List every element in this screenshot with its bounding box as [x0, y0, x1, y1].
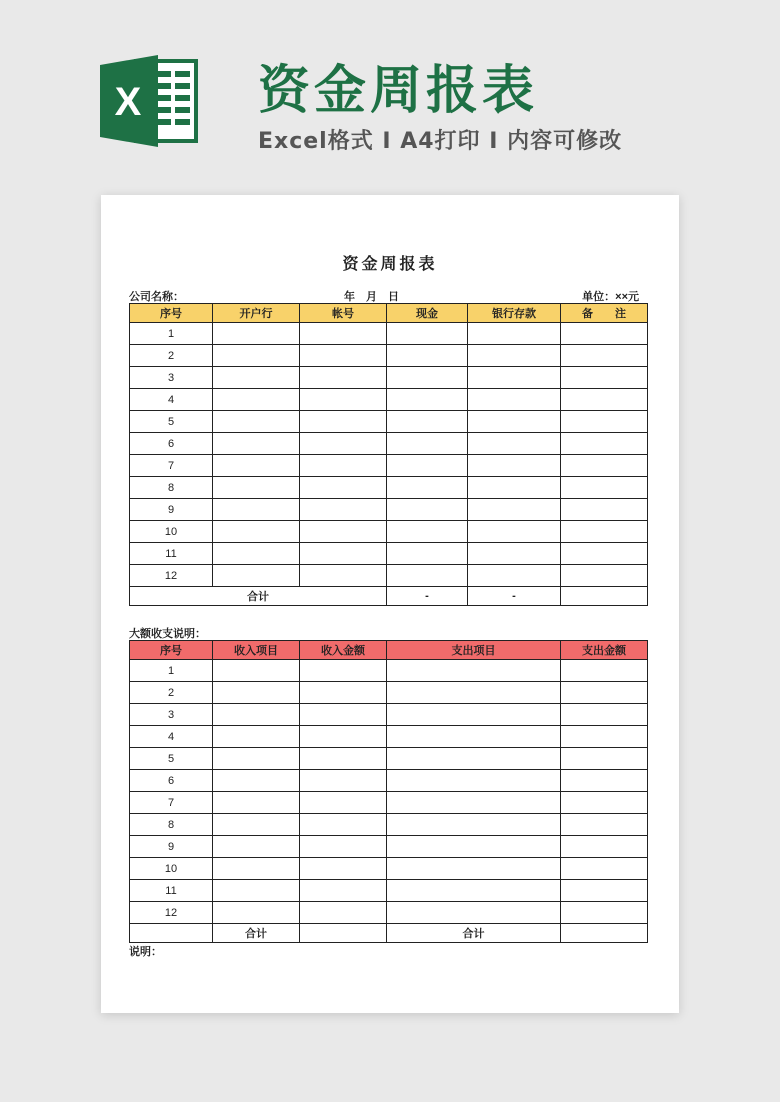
table-cell[interactable] [561, 704, 648, 726]
cash-total[interactable]: - [387, 587, 468, 606]
row-number: 7 [130, 792, 213, 814]
table-cell[interactable] [387, 858, 561, 880]
header-serial: 序号 [130, 304, 213, 323]
table-cell[interactable] [561, 565, 648, 587]
table-cell[interactable] [468, 565, 561, 587]
table-cell[interactable] [300, 792, 387, 814]
table-cell[interactable] [213, 433, 300, 455]
table-cell[interactable] [387, 682, 561, 704]
table-cell[interactable] [561, 660, 648, 682]
table-cell[interactable] [468, 367, 561, 389]
table-cell[interactable] [213, 521, 300, 543]
table-cell[interactable] [561, 323, 648, 345]
table-cell[interactable] [213, 814, 300, 836]
table-row [130, 521, 648, 543]
table-cell[interactable] [468, 499, 561, 521]
table-cell[interactable] [213, 660, 300, 682]
table-cell[interactable] [561, 433, 648, 455]
table-cell[interactable] [300, 345, 387, 367]
row-number: 2 [130, 345, 213, 367]
transactions-table [129, 640, 648, 943]
row-number: 8 [130, 477, 213, 499]
row-number: 2 [130, 682, 213, 704]
table-cell[interactable] [387, 455, 468, 477]
table-cell[interactable] [561, 748, 648, 770]
table-cell[interactable] [468, 323, 561, 345]
row-number: 9 [130, 836, 213, 858]
header-remarks: 备 注 [561, 304, 648, 323]
row-number: 3 [130, 704, 213, 726]
row-number: 5 [130, 748, 213, 770]
spreadsheet-preview [101, 195, 679, 1013]
date-label: 年 月 日 [344, 291, 399, 303]
row-number: 12 [130, 565, 213, 587]
table-cell[interactable] [213, 411, 300, 433]
header-bank-deposit: 银行存款 [468, 304, 561, 323]
row-number: 1 [130, 323, 213, 345]
sheet-title: 资金周报表 [342, 256, 438, 273]
header-cash: 现金 [387, 304, 468, 323]
table-cell[interactable] [213, 367, 300, 389]
table-row [130, 345, 648, 367]
table-row [130, 433, 648, 455]
table-cell[interactable] [387, 770, 561, 792]
table-cell[interactable] [300, 499, 387, 521]
table-cell[interactable] [213, 565, 300, 587]
table-row [130, 543, 648, 565]
table-cell[interactable] [300, 880, 387, 902]
table-cell[interactable] [561, 770, 648, 792]
table-cell[interactable] [213, 323, 300, 345]
table-cell[interactable] [387, 345, 468, 367]
table-row [130, 682, 648, 704]
unit-label: 单位：××元 [582, 291, 639, 303]
transactions-table-body [130, 660, 648, 924]
table-cell[interactable] [300, 565, 387, 587]
table-row [130, 726, 648, 748]
table-cell[interactable] [561, 814, 648, 836]
table-cell[interactable] [561, 455, 648, 477]
fund-table-total-row [130, 587, 648, 606]
fund-table [129, 303, 648, 606]
table-cell[interactable] [300, 455, 387, 477]
table-cell[interactable] [468, 411, 561, 433]
expense-total-label: 合计 [387, 924, 561, 943]
table-cell[interactable] [387, 477, 468, 499]
table-cell[interactable] [561, 345, 648, 367]
row-number: 9 [130, 499, 213, 521]
table-cell[interactable] [387, 902, 561, 924]
table-cell[interactable] [213, 748, 300, 770]
table-cell[interactable] [300, 902, 387, 924]
table-cell[interactable] [468, 477, 561, 499]
table-cell[interactable] [387, 543, 468, 565]
remarks-total[interactable] [561, 587, 648, 606]
row-number: 1 [130, 660, 213, 682]
header-income-item: 收入项目 [213, 641, 300, 660]
excel-logo-icon [100, 55, 200, 147]
row-number: 8 [130, 814, 213, 836]
table-cell[interactable] [561, 880, 648, 902]
table-cell[interactable] [561, 682, 648, 704]
table-cell[interactable] [387, 389, 468, 411]
header-expense-item: 支出项目 [387, 641, 561, 660]
company-name-label: 公司名称： [129, 291, 184, 303]
transactions-total-row [130, 924, 648, 943]
table-cell[interactable] [387, 411, 468, 433]
row-number: 7 [130, 455, 213, 477]
table-cell[interactable] [561, 902, 648, 924]
row-number: 10 [130, 521, 213, 543]
table-cell[interactable] [468, 345, 561, 367]
table-cell[interactable] [561, 858, 648, 880]
table-cell[interactable] [300, 726, 387, 748]
table-cell[interactable] [300, 660, 387, 682]
row-number: 11 [130, 543, 213, 565]
table-cell[interactable] [300, 367, 387, 389]
table-row [130, 880, 648, 902]
table-row [130, 660, 648, 682]
table-cell[interactable] [213, 880, 300, 902]
table-cell[interactable] [387, 433, 468, 455]
table-cell[interactable] [387, 726, 561, 748]
header-income-amount: 收入金额 [300, 641, 387, 660]
row-number: 11 [130, 880, 213, 902]
row-number: 6 [130, 433, 213, 455]
header-serial: 序号 [130, 641, 213, 660]
table-row [130, 836, 648, 858]
row-number: 10 [130, 858, 213, 880]
table-cell[interactable] [387, 367, 468, 389]
table-cell[interactable] [213, 345, 300, 367]
note-label: 说明： [129, 946, 162, 958]
table-cell[interactable] [300, 323, 387, 345]
fund-table-header-row [130, 304, 648, 323]
table-cell[interactable] [300, 389, 387, 411]
table-cell[interactable] [561, 499, 648, 521]
table-cell[interactable] [300, 814, 387, 836]
table-cell[interactable] [213, 543, 300, 565]
table-cell[interactable] [300, 682, 387, 704]
table-cell[interactable] [213, 455, 300, 477]
table-row [130, 770, 648, 792]
table-row [130, 389, 648, 411]
table-cell[interactable] [213, 770, 300, 792]
table-cell[interactable] [561, 477, 648, 499]
table-cell[interactable] [300, 704, 387, 726]
table-cell[interactable] [387, 748, 561, 770]
table-cell[interactable] [468, 433, 561, 455]
header-expense-amount: 支出金额 [561, 641, 648, 660]
table-row [130, 748, 648, 770]
table-row [130, 792, 648, 814]
row-number: 4 [130, 389, 213, 411]
fund-table-body [130, 323, 648, 587]
large-transactions-label: 大额收支说明： [129, 628, 206, 640]
table-cell[interactable] [561, 521, 648, 543]
table-cell[interactable] [213, 682, 300, 704]
page-title: 资金周报表 [258, 61, 539, 121]
row-number: 5 [130, 411, 213, 433]
table-cell[interactable] [300, 770, 387, 792]
table-row [130, 565, 648, 587]
table-cell[interactable] [561, 543, 648, 565]
table-cell[interactable] [213, 858, 300, 880]
bank-total[interactable]: - [468, 587, 561, 606]
table-cell[interactable] [387, 565, 468, 587]
table-cell[interactable] [387, 323, 468, 345]
table-cell[interactable] [300, 836, 387, 858]
table-row [130, 902, 648, 924]
table-cell[interactable] [213, 902, 300, 924]
row-number: 3 [130, 367, 213, 389]
table-cell[interactable] [387, 792, 561, 814]
table-cell[interactable] [561, 726, 648, 748]
table-cell[interactable] [561, 792, 648, 814]
table-cell[interactable] [468, 389, 561, 411]
table-row [130, 367, 648, 389]
table-row [130, 858, 648, 880]
page-subtitle: Excel格式 I A4打印 I 内容可修改 [258, 129, 623, 154]
income-total-amount[interactable] [300, 924, 387, 943]
table-cell[interactable] [213, 792, 300, 814]
transactions-table-header-row [130, 641, 648, 660]
table-row [130, 499, 648, 521]
header-bank: 开户行 [213, 304, 300, 323]
table-cell[interactable] [300, 477, 387, 499]
table-cell[interactable] [561, 389, 648, 411]
table-cell[interactable] [387, 836, 561, 858]
table-cell[interactable] [468, 455, 561, 477]
table-cell[interactable] [213, 836, 300, 858]
table-row [130, 814, 648, 836]
table-cell[interactable] [468, 521, 561, 543]
table-row [130, 477, 648, 499]
table-row [130, 455, 648, 477]
table-cell[interactable] [300, 411, 387, 433]
income-total-label: 合计 [213, 924, 300, 943]
table-cell[interactable] [300, 858, 387, 880]
table-cell[interactable] [387, 704, 561, 726]
header-account: 帐号 [300, 304, 387, 323]
table-cell[interactable] [387, 880, 561, 902]
row-number: 12 [130, 902, 213, 924]
table-cell[interactable] [387, 521, 468, 543]
table-cell[interactable] [213, 704, 300, 726]
table-row [130, 323, 648, 345]
table-cell[interactable] [387, 814, 561, 836]
table-row [130, 704, 648, 726]
table-cell[interactable] [213, 477, 300, 499]
table-cell[interactable] [387, 660, 561, 682]
total-label: 合计 [130, 587, 387, 606]
table-cell[interactable] [561, 411, 648, 433]
table-cell[interactable] [561, 367, 648, 389]
table-cell[interactable] [387, 499, 468, 521]
table-cell[interactable] [213, 389, 300, 411]
table-cell[interactable] [468, 543, 561, 565]
table-cell[interactable] [213, 499, 300, 521]
table-cell[interactable] [561, 836, 648, 858]
expense-total-amount[interactable] [561, 924, 648, 943]
table-cell[interactable] [300, 543, 387, 565]
total-empty-cell [130, 924, 213, 943]
row-number: 4 [130, 726, 213, 748]
table-cell[interactable] [300, 748, 387, 770]
table-cell[interactable] [213, 726, 300, 748]
row-number: 6 [130, 770, 213, 792]
table-cell[interactable] [300, 521, 387, 543]
table-row [130, 411, 648, 433]
table-cell[interactable] [300, 433, 387, 455]
excel-logo-letter: X [114, 80, 142, 124]
